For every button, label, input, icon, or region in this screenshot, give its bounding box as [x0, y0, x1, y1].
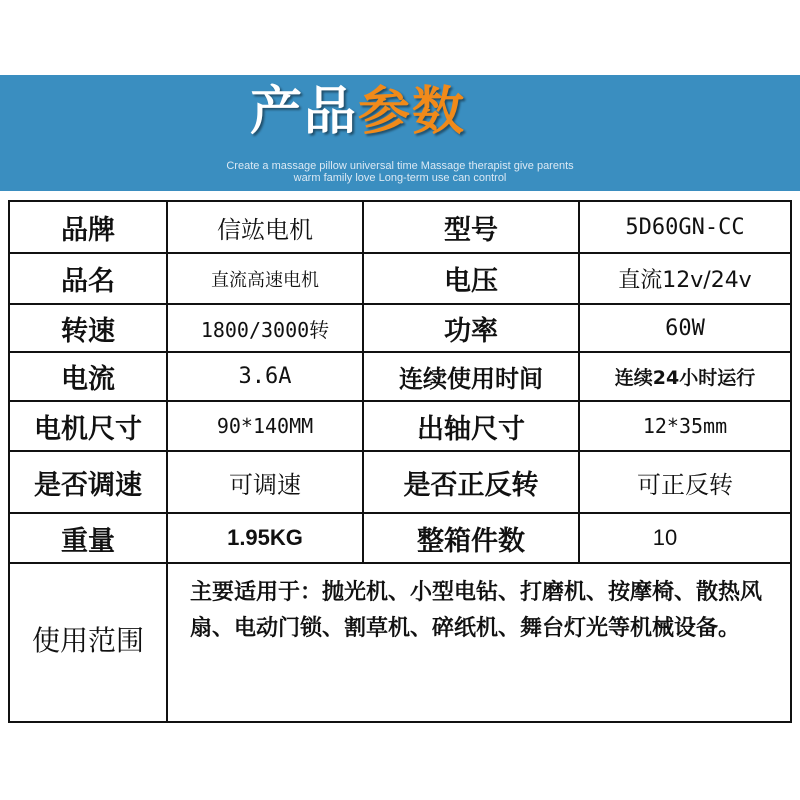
title-part1: 产品 [250, 82, 359, 142]
row-label: 电机尺寸 [34, 413, 142, 445]
row-value: 60W [665, 315, 705, 341]
row-label: 品名 [61, 266, 115, 297]
row-value: 90*140MM [216, 414, 314, 438]
row-value: 3.6A [238, 364, 292, 389]
row-label: 型号 [444, 214, 498, 246]
subtitle-line2: warm family love Long-term use can control [293, 172, 507, 184]
row-value: 10 [652, 525, 678, 550]
row-value: 1800/3000转 [200, 317, 330, 342]
title-part2: 参数 [358, 82, 467, 142]
row-label: 转速 [61, 315, 115, 347]
table-border-bottom [8, 721, 792, 723]
row-value: 12*35mm [642, 414, 728, 438]
row-label: 整箱件数 [417, 525, 525, 557]
subtitle-line1: Create a massage pillow universal time Massage therapist give parents [226, 160, 574, 172]
row-value: 可调速 [229, 470, 301, 499]
table-border-right [790, 200, 792, 723]
row-value: 直流12v/24v [618, 268, 752, 293]
row-value: 信竑电机 [217, 215, 313, 244]
row-label: 电压 [444, 266, 498, 297]
usage-text: 主要适用于：抛光机、小型电钻、打磨机、按摩椅、散热风扇、电动门锁、割草机、碎纸机、舞台灯光等机械设备。 [190, 580, 763, 641]
row-label: 电流 [61, 364, 115, 395]
usage-label: 使用范围 [31, 624, 144, 657]
row-label: 连续使用时间 [399, 365, 543, 393]
row-value: 连续24小时运行 [614, 367, 756, 389]
row-label: 功率 [444, 315, 498, 347]
row-value: 直流高速电机 [211, 269, 319, 291]
row-label: 品牌 [61, 214, 115, 246]
page-title [250, 77, 466, 147]
row-value: 1.95KG [227, 525, 303, 550]
row-value: 可正反转 [637, 470, 733, 499]
row-label: 重量 [61, 525, 115, 557]
row-value: 5D60GN-CC [625, 214, 745, 240]
row-label: 出轴尺寸 [417, 413, 525, 445]
row-label: 是否正反转 [403, 469, 539, 501]
row-label: 是否调速 [34, 469, 142, 501]
